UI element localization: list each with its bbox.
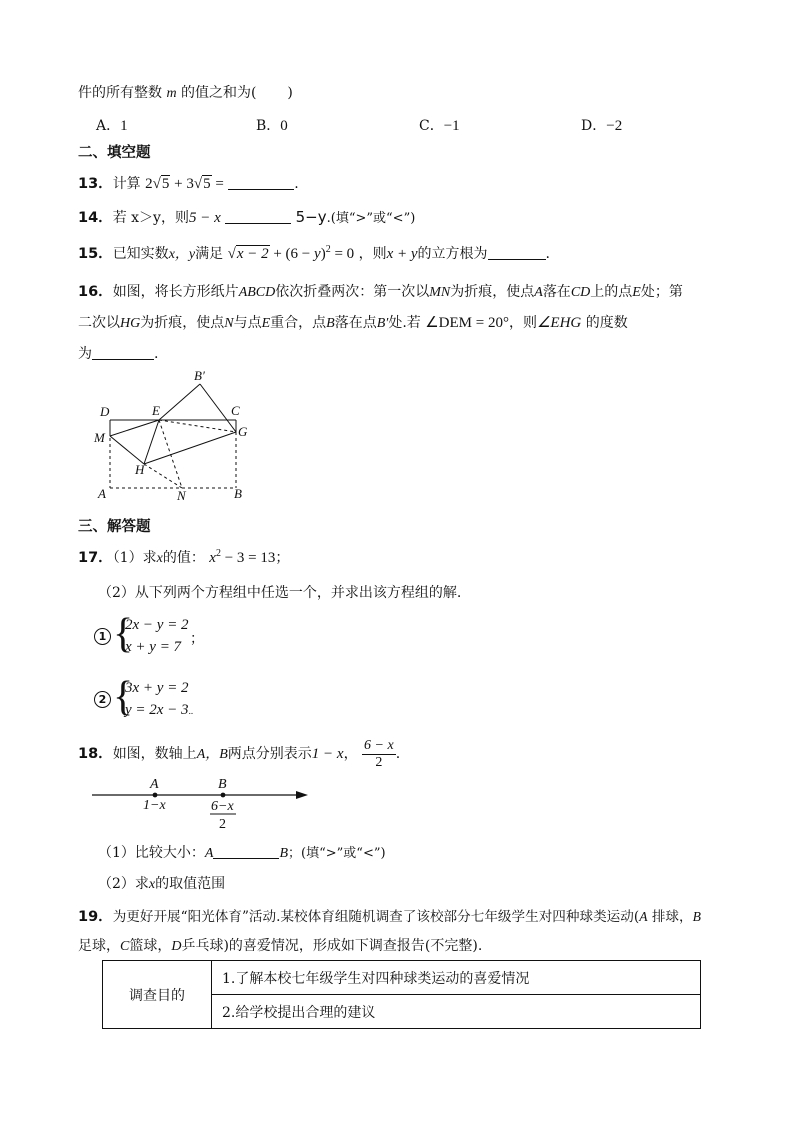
text: 为折痕，使点 xyxy=(450,284,535,300)
q12-tail-text2: 的值之和为( xyxy=(181,85,257,101)
equation: 3x + y = 2 xyxy=(125,680,189,696)
table-header-cell: 调查目的 xyxy=(103,961,212,1029)
option-letter: C． xyxy=(419,118,444,134)
question-15 xyxy=(78,242,550,263)
var: A，B xyxy=(196,747,228,762)
text: 重合，点 xyxy=(270,315,327,331)
text: 为更好开展“阳光体育”活动.某校体育组随机调查了该校部分七年级学生对四种球类运动( xyxy=(112,909,640,925)
question-number: 18． xyxy=(78,746,113,762)
point-A-value: 1−x xyxy=(143,798,166,813)
period: . xyxy=(294,176,299,192)
var: x xyxy=(156,551,163,566)
option-value: 1 xyxy=(120,118,128,134)
equation: x + y = 7 xyxy=(125,639,182,655)
question-text: 若 x＞y，则 xyxy=(112,210,189,226)
var: B xyxy=(692,909,701,924)
hint: ；(填“>”或“<”) xyxy=(288,846,386,861)
var: C xyxy=(120,939,130,954)
text: 如图，数轴上 xyxy=(112,746,197,762)
question-number: 19． xyxy=(78,909,113,925)
question-14 xyxy=(78,206,415,227)
expression: 1 − x xyxy=(311,746,344,762)
var: CD xyxy=(570,285,591,300)
option-value: −2 xyxy=(606,118,623,134)
label-A: A xyxy=(98,486,106,501)
question-16-line2 xyxy=(78,312,628,332)
var: MN xyxy=(429,285,451,300)
period: . xyxy=(154,346,159,362)
text: ， xyxy=(343,746,358,762)
point-B-denominator: 2 xyxy=(219,817,226,832)
number-line xyxy=(88,774,318,832)
question-18-part1 xyxy=(98,842,386,862)
text: 两点分别表示 xyxy=(227,746,312,762)
text: ； xyxy=(190,631,204,647)
point-B-label: B xyxy=(218,777,227,792)
var: HG xyxy=(120,316,141,331)
left-brace: { xyxy=(113,611,134,657)
question-text: 已知实数 xyxy=(112,246,169,262)
text: 处；第 xyxy=(640,284,683,300)
option-letter: A． xyxy=(96,118,121,134)
text: （1）求 xyxy=(112,550,157,566)
question-number: 13． xyxy=(78,176,113,192)
text: 与点 xyxy=(233,315,262,331)
question-18-part2 xyxy=(98,873,225,893)
text: 如图，将长方形纸片 xyxy=(112,284,239,300)
var: E xyxy=(632,285,641,300)
question-19-line1 xyxy=(78,905,701,926)
var: B xyxy=(279,846,289,861)
question-16-line3 xyxy=(78,343,158,363)
label-D: D xyxy=(100,404,110,419)
equation: 2x − y = 2 xyxy=(125,617,189,633)
var: A xyxy=(204,846,214,861)
label-M: M xyxy=(94,430,105,445)
text: ； xyxy=(275,550,290,566)
question-text: ，则 xyxy=(358,246,387,262)
denominator: 2 xyxy=(375,754,383,770)
option-letter: D． xyxy=(581,118,607,134)
text: 二次以 xyxy=(78,315,120,331)
expression: 5−y xyxy=(295,208,327,226)
equation-with-end xyxy=(125,699,193,722)
fraction xyxy=(362,738,396,771)
label-N: N xyxy=(177,488,186,503)
text: 依次折叠两次：第一次以 xyxy=(275,284,430,300)
label-G: G xyxy=(238,424,248,439)
var: A xyxy=(639,909,648,924)
var: E xyxy=(261,316,271,331)
var: B xyxy=(326,316,335,331)
var: N xyxy=(224,316,234,331)
text: （2）求 xyxy=(98,876,149,892)
circled-number-1: 1 xyxy=(94,628,111,645)
answer-blank[interactable] xyxy=(228,175,294,190)
var: D xyxy=(171,939,182,954)
answer-blank[interactable] xyxy=(225,209,291,224)
question-18 xyxy=(78,736,400,772)
section-heading-solve: 三、解答题 xyxy=(78,519,151,535)
table-row-1: 1.了解本校七年级学生对四种球类运动的喜爱情况 xyxy=(212,961,701,995)
q15-expression: $√x - 2 + (6 - y)^2 = 0$ xyxy=(227,244,355,262)
angle: ∠EHG xyxy=(536,315,582,331)
question-19-line2 xyxy=(78,935,482,955)
q12-tail-text: 件的所有整数 xyxy=(78,85,162,101)
q12-paren-close: ) xyxy=(287,85,293,101)
label-H: H xyxy=(135,462,145,477)
table-row-2: 2.给学校提出合理的建议 xyxy=(212,995,701,1029)
label-B-prime: B′ xyxy=(194,368,205,383)
q17-equation: $x^2 - 3 = 13$ xyxy=(209,548,276,566)
period: . xyxy=(395,746,401,762)
var: x xyxy=(148,877,156,892)
text: ，则 xyxy=(508,315,537,331)
text: 为 xyxy=(78,346,92,362)
point-B-dot xyxy=(221,793,226,798)
question-number: 17． xyxy=(78,550,113,566)
text: 足球， xyxy=(78,938,120,954)
point-A-label: A xyxy=(150,777,159,792)
text: 的度数 xyxy=(585,315,628,331)
figure-16-folding-diagram xyxy=(88,368,258,504)
text: 乒乓球)的喜爱情况，形成如下调查报告(不完整). xyxy=(181,938,483,954)
q13-expression: 2√5 + 3√5 = xyxy=(145,176,224,192)
left-brace: { xyxy=(113,674,134,720)
var: ABCD xyxy=(238,285,276,300)
circled-number-2: 2 xyxy=(94,691,111,708)
section-heading-fill-blank: 二、填空题 xyxy=(78,145,151,161)
text: 为折痕，使点 xyxy=(140,315,225,331)
label-B: B xyxy=(234,486,242,501)
var: A xyxy=(534,285,543,300)
answer-blank[interactable] xyxy=(92,345,154,360)
text: 篮球， xyxy=(129,938,172,954)
label-E: E xyxy=(152,403,160,418)
text: 落在 xyxy=(542,284,571,300)
var: B′ xyxy=(376,316,389,331)
q12-tail-line xyxy=(78,82,293,102)
question-number: 14． xyxy=(78,210,113,226)
text: .. xyxy=(188,706,194,716)
text: 的取值范围 xyxy=(155,876,226,892)
survey-report-table xyxy=(102,960,701,1029)
numerator: 6 − x xyxy=(364,737,394,753)
q12-option-b[interactable] xyxy=(256,115,288,135)
angle: ∠DEM = 20° xyxy=(425,315,509,331)
variables: x，y xyxy=(168,247,196,262)
option-value: 0 xyxy=(280,118,288,134)
answer-blank[interactable] xyxy=(488,245,546,260)
question-text: 的立方根为 xyxy=(417,246,488,262)
expression: x + y xyxy=(386,246,418,262)
question-number: 15． xyxy=(78,246,113,262)
hint: .(填“>”或“<”) xyxy=(326,211,416,226)
point-B-numerator: 6−x xyxy=(211,799,234,814)
question-text: 计算 xyxy=(112,176,141,192)
expression: 5 − x xyxy=(188,210,221,226)
period: . xyxy=(545,246,550,262)
text: 上的点 xyxy=(590,284,633,300)
text: 排球， xyxy=(651,909,693,925)
question-17-part2: （2）从下列两个方程组中任选一个，并求出该方程组的解. xyxy=(98,585,462,601)
question-17-part1 xyxy=(78,546,289,567)
option-value: −1 xyxy=(443,118,460,134)
text: 落在点 xyxy=(334,315,377,331)
question-number: 16． xyxy=(78,284,113,300)
q12-option-c[interactable] xyxy=(419,115,460,135)
q12-option-d[interactable] xyxy=(581,115,622,135)
text: 的值： xyxy=(162,550,205,566)
question-16-line1 xyxy=(78,280,683,301)
text: 处.若 xyxy=(388,315,421,331)
q12-var: m xyxy=(166,86,177,101)
label-C: C xyxy=(231,403,240,418)
q12-option-a[interactable] xyxy=(96,115,128,135)
system-equations xyxy=(125,677,193,722)
point-A-dot xyxy=(153,793,158,798)
question-text: 满足 xyxy=(195,246,224,262)
option-letter: B． xyxy=(256,118,281,134)
answer-blank[interactable] xyxy=(213,844,279,859)
system-equations xyxy=(125,614,189,658)
text: （1）比较大小： xyxy=(98,845,205,861)
equation: y = 2x − 3 xyxy=(125,702,189,718)
question-13 xyxy=(78,172,299,193)
